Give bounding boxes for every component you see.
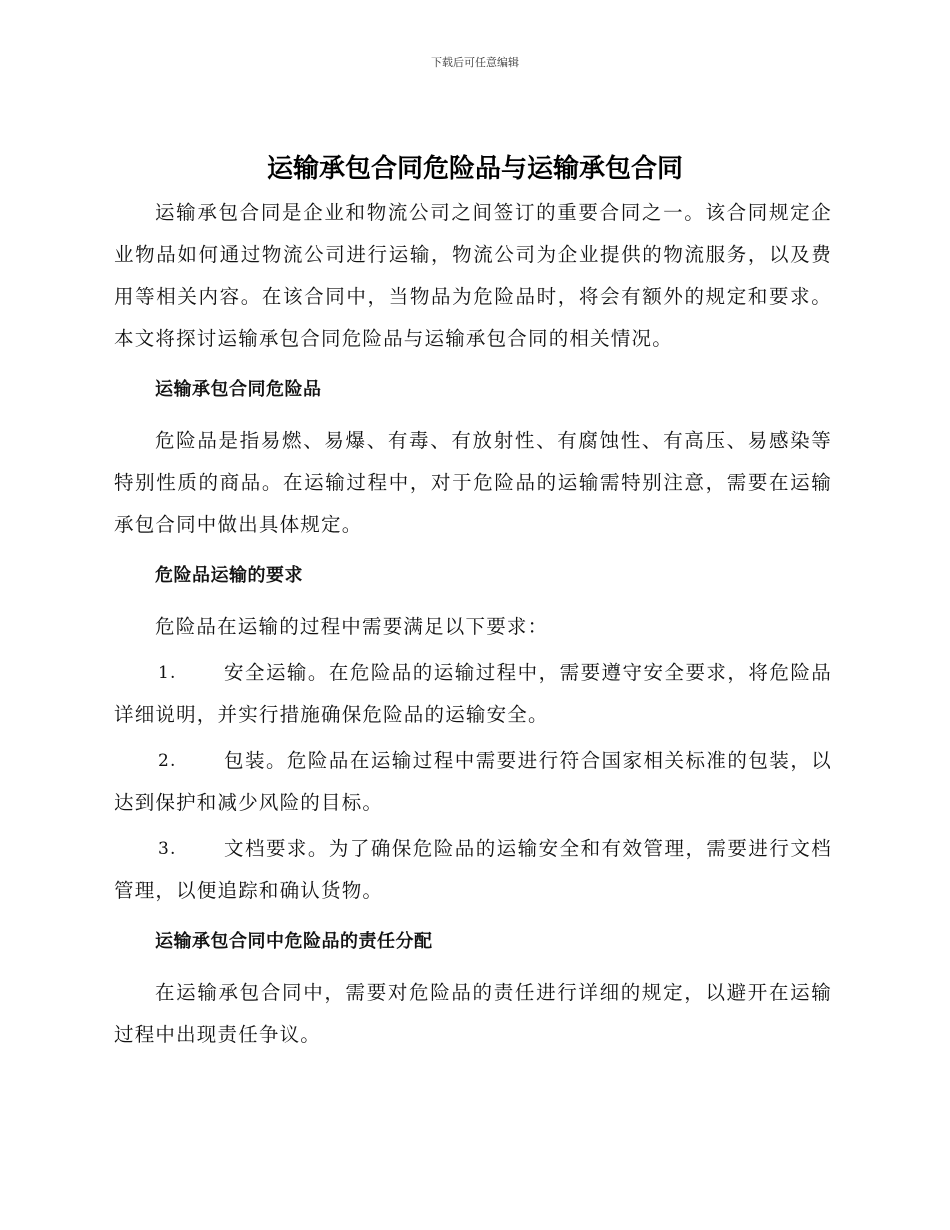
- list-item-text: 文档要求。为了确保危险品的运输安全和有效管理，需要进行文档管理，以便追踪和确认货物。: [114, 837, 832, 902]
- section-heading-transport-requirements: 危险品运输的要求: [155, 565, 303, 586]
- document-body: [114, 192, 832, 1060]
- list-item: [114, 740, 832, 824]
- liability-paragraph: 在运输承包合同中，需要对危险品的责任进行详细的规定，以避开在运输过程中出现责任争议。: [114, 981, 832, 1046]
- list-item-number: 2.: [158, 751, 177, 771]
- list-item-text: 安全运输。在危险品的运输过程中，需要遵守安全要求，将危险品详细说明，并实行措施确保危险品的运输安全。: [114, 661, 832, 726]
- document-title: 运输承包合同危险品与运输承包合同: [266, 154, 683, 184]
- section-heading-liability: 运输承包合同中危险品的责任分配: [155, 931, 433, 952]
- list-item: [114, 828, 832, 912]
- dangerous-goods-paragraph: 危险品是指易燃、易爆、有毒、有放射性、有腐蚀性、有高压、易感染等特别性质的商品。在运输过程中，对于危险品的运输需特别注意，需要在运输承包合同中做出具体规定。: [114, 429, 832, 536]
- list-item-text: 包装。危险品在运输过程中需要进行符合国家相关标准的包装，以达到保护和减少风险的目标。: [114, 749, 832, 814]
- intro-paragraph: 运输承包合同是企业和物流公司之间签订的重要合同之一。该合同规定企业物品如何通过物流公司进行运输，物流公司为企业提供的物流服务，以及费用等相关内容。在该合同中，当物品为危险品时，将会有额外的规定和要求。本文将探讨运输承包合同危险品与运输承包合同的相关情况。: [114, 201, 832, 350]
- list-item: [114, 652, 832, 736]
- list-item-number: 3.: [158, 839, 177, 859]
- requirements-lead-paragraph: 危险品在运输的过程中需要满足以下要求：: [155, 615, 549, 638]
- list-item-number: 1.: [158, 663, 177, 683]
- section-heading-dangerous-goods: 运输承包合同危险品: [155, 379, 322, 400]
- header-note: 下载后可任意编辑: [431, 56, 519, 69]
